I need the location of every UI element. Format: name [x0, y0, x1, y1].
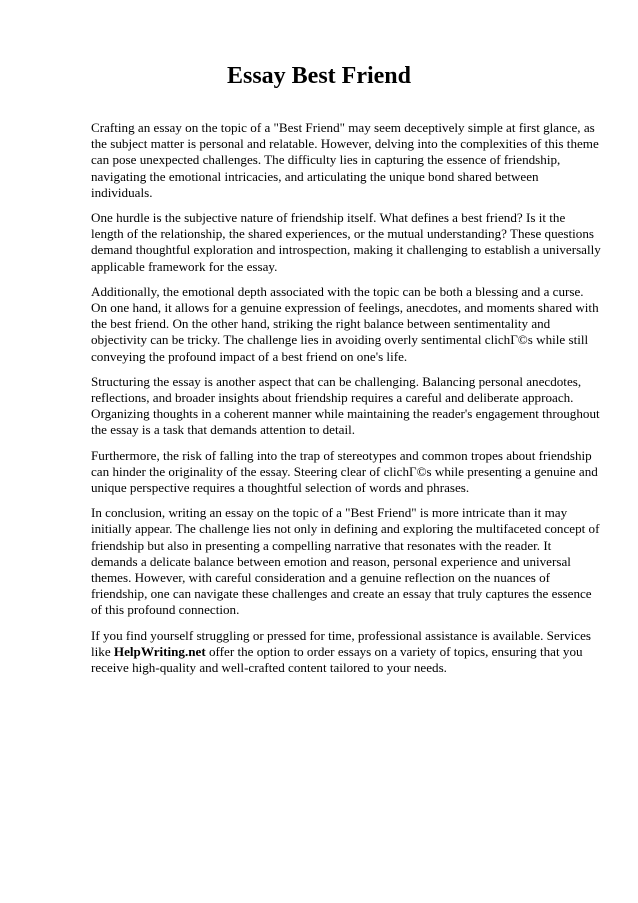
paragraph-structuring: Structuring the essay is another aspect that can be challenging. Balancing personal anecdotes, reflections, and broader insights about friendship requires a careful and deliberate approach. Organizing thoughts in a coherent manner while maintaining the reader's engagement throughout the essay is a task that demands attention to detail.	[91, 373, 600, 438]
paragraph-emotional-depth: Additionally, the emotional depth associated with the topic can be both a blessing and a curse. On one hand, it allows for a genuine expression of feelings, anecdotes, and moments shared with the best friend. On the other hand, striking the right balance between sentimentality and objectivity can be tricky. The challenge lies in avoiding overly sentimental clichГ©s while still conveying the profound impact of a best friend on one's life.	[91, 283, 599, 364]
helpwriting-link[interactable]: HelpWriting.net	[113, 643, 206, 659]
document-body	[91, 120, 601, 685]
paragraph-stereotypes: Furthermore, the risk of falling into the trap of stereotypes and common tropes about friendship can hinder the originality of the essay. Steering clear of clichГ©s while presenting a genuine and unique perspective requires a thoughtful selection of words and phrases.	[91, 447, 598, 496]
paragraph-conclusion: In conclusion, writing an essay on the topic of a "Best Friend" is more intricate than it may initially appear. The challenge lies not only in defining and exploring the multifaceted concept of friendship but also in presenting a compelling narrative that resonates with the reader. It demands a delicate balance between emotion and reason, personal experience and universal themes. However, with careful consideration and a genuine reflection on the nuances of friendship, one can navigate these challenges and create an essay that truly captures the essence of this profound connection.	[91, 505, 600, 618]
document-title: Essay Best Friend	[226, 63, 411, 89]
paragraph-intro: Crafting an essay on the topic of a "Best Friend" may seem deceptively simple at first glance, as the subject matter is personal and relatable. However, delving into the complexities of this theme can pose unexpected challenges. The difficulty lies in capturing the essence of friendship, navigating the emotional intricacies, and articulating the unique bond shared between individuals.	[91, 120, 599, 200]
closing-text-before-link: If you find yourself struggling or pressed for time, professional assistance is available. Services like	[91, 627, 591, 659]
closing-text-after-link: offer the option to order essays on a variety of topics, ensuring that you receive high-quality and well-crafted content tailored to your needs.	[91, 643, 583, 676]
paragraph-subjective-nature: One hurdle is the subjective nature of friendship itself. What defines a best friend? Is it the length of the relationship, the shared experiences, or the mutual understanding? These questions demand thoughtful exploration and introspection, making it challenging to establish a universally applicable framework for the essay.	[91, 210, 601, 274]
paragraph-closing	[91, 628, 601, 677]
